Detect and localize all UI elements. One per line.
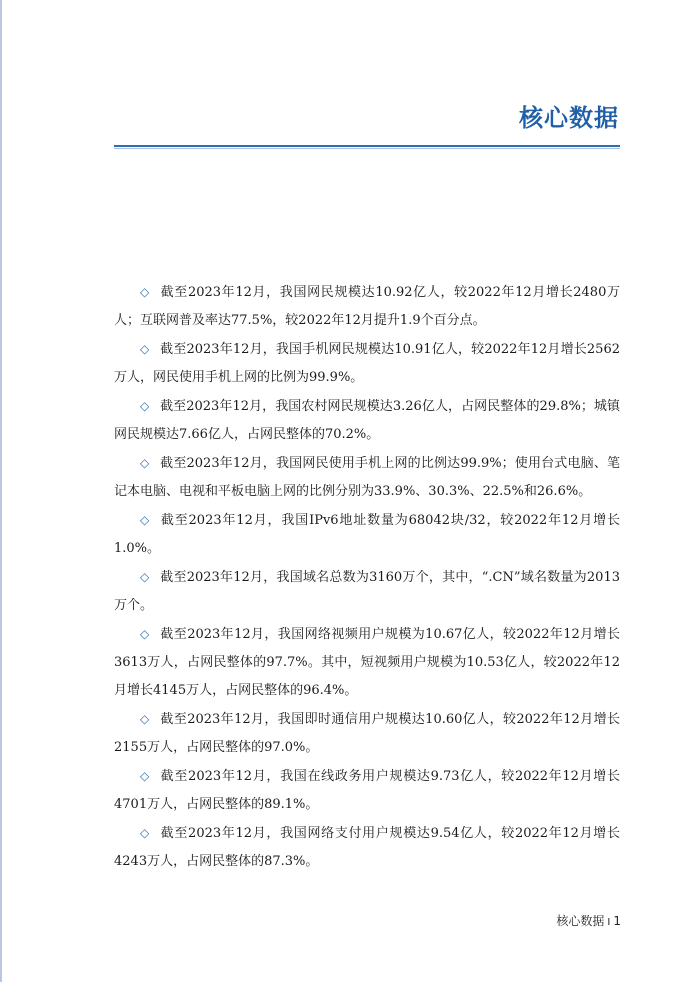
- list-item: [114, 392, 620, 449]
- list-item: [114, 762, 620, 819]
- page-number: 1: [613, 914, 621, 928]
- item-text: 截至2023年12月，我国网民规模达10.92亿人，较2022年12月增长2480万人；互联网普及率达77.5%，较2022年12月提升1.9个百分点。: [114, 285, 620, 328]
- list-item: [114, 705, 620, 762]
- list-item: [114, 620, 620, 705]
- diamond-bullet-icon: ◇: [140, 826, 150, 840]
- footer-separator: I: [607, 917, 611, 928]
- item-text: 截至2023年12月，我国网络支付用户规模达9.54亿人，较2022年12月增长4243万人，占网民整体的87.3%。: [114, 826, 620, 869]
- page-left-edge: [0, 0, 2, 982]
- title-rule-shadow: [114, 148, 620, 149]
- diamond-bullet-icon: ◇: [140, 570, 150, 584]
- diamond-bullet-icon: ◇: [140, 513, 150, 527]
- item-text: 截至2023年12月，我国手机网民规模达10.91亿人，较2022年12月增长2562万人，网民使用手机上网的比例为99.9%。: [114, 342, 620, 385]
- item-text: 截至2023年12月，我国即时通信用户规模达10.60亿人，较2022年12月增长2155万人，占网民整体的97.0%。: [114, 712, 620, 755]
- page-title: 核心数据: [519, 104, 619, 132]
- diamond-bullet-icon: ◇: [140, 712, 150, 726]
- page-footer: [556, 912, 621, 929]
- list-item: [114, 819, 620, 876]
- item-text: 截至2023年12月，我国农村网民规模达3.26亿人，占网民整体的29.8%；城镇网民规模达7.66亿人，占网民整体的70.2%。: [114, 399, 620, 442]
- list-item: [114, 449, 620, 506]
- diamond-bullet-icon: ◇: [140, 769, 150, 783]
- item-text: 截至2023年12月，我国网络视频用户规模为10.67亿人，较2022年12月增长3613万人，占网民整体的97.7%。其中，短视频用户规模为10.53亿人，较2022年12月增长4145万人，占网民整体的96.4%。: [114, 627, 620, 698]
- list-item: [114, 278, 620, 335]
- list-item: [114, 506, 620, 563]
- item-text: 截至2023年12月，我国网民使用手机上网的比例达99.9%；使用台式电脑、笔记本电脑、电视和平板电脑上网的比例分别为33.9%、30.3%、22.5%和26.6%。: [114, 456, 620, 499]
- title-rule: [114, 145, 620, 147]
- list-item: [114, 563, 620, 620]
- item-text: 截至2023年12月，我国域名总数为3160万个，其中，“.CN”域名数量为2013万个。: [114, 570, 620, 613]
- key-data-list: [114, 278, 620, 876]
- diamond-bullet-icon: ◇: [140, 456, 150, 470]
- item-text: 截至2023年12月，我国在线政务用户规模达9.73亿人，较2022年12月增长4701万人，占网民整体的89.1%。: [114, 769, 620, 812]
- list-item: [114, 335, 620, 392]
- footer-section-title: 核心数据: [556, 914, 605, 928]
- diamond-bullet-icon: ◇: [140, 285, 150, 299]
- item-text: 截至2023年12月，我国IPv6地址数量为68042块/32，较2022年12月增长1.0%。: [114, 513, 620, 556]
- diamond-bullet-icon: ◇: [140, 627, 150, 641]
- diamond-bullet-icon: ◇: [140, 399, 150, 413]
- diamond-bullet-icon: ◇: [140, 342, 150, 356]
